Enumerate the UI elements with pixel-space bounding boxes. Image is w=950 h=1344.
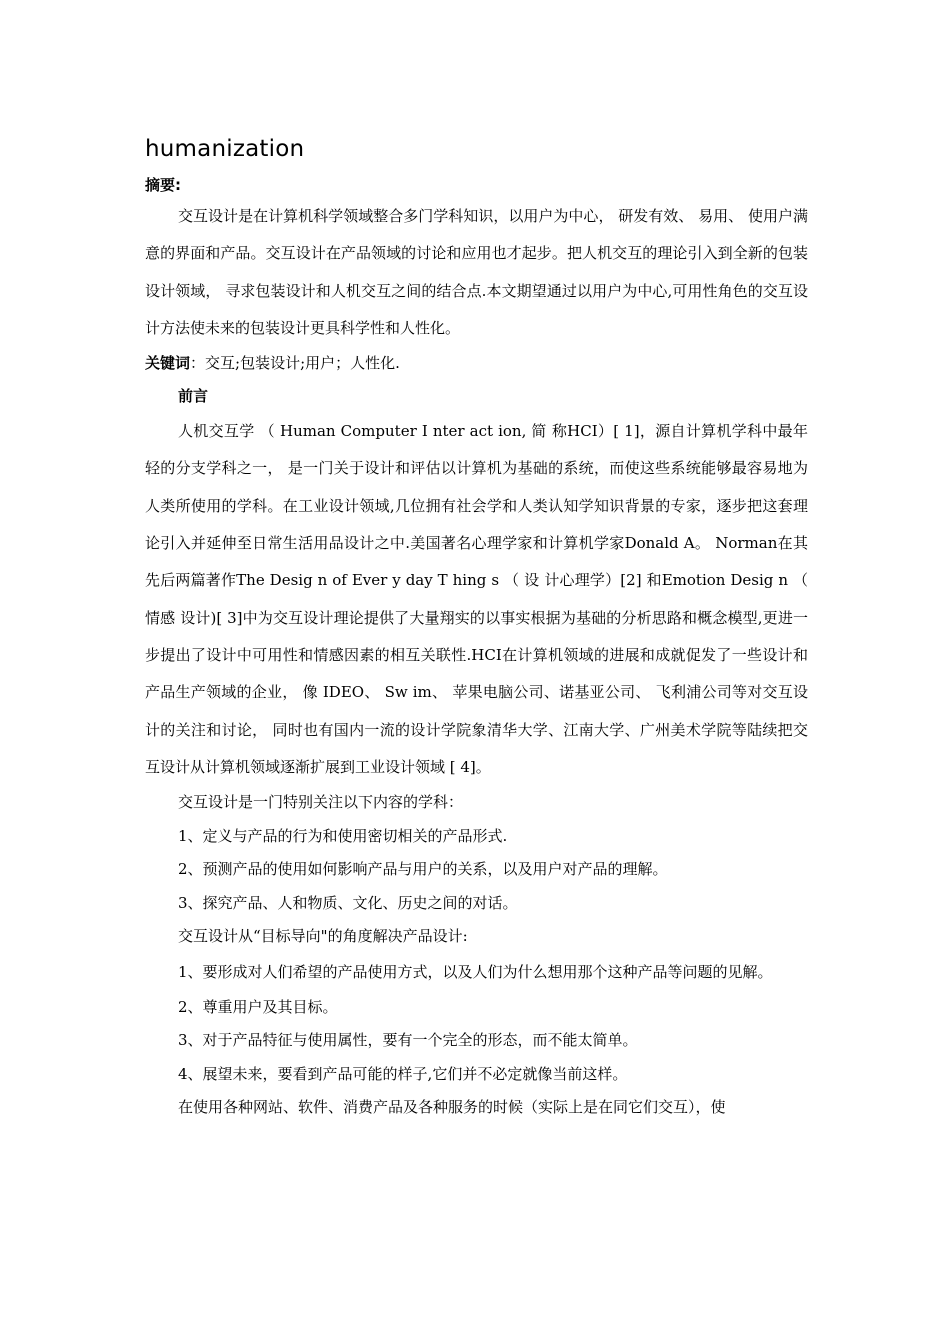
focus-item-3: 3、探究产品、人和物质、文化、历史之间的对话。 <box>178 893 518 912</box>
abstract-label: 摘要: <box>145 176 181 194</box>
keywords-label: 关键词 <box>145 354 191 373</box>
preface-heading: 前言 <box>178 387 209 406</box>
keywords-line <box>145 347 808 380</box>
document-title: humanization <box>145 136 305 162</box>
closing-paragraph: 在使用各种网站、软件、消费产品及各种服务的时候（实际上是在同它们交互），使 <box>178 1098 726 1117</box>
goal-item-2: 2、尊重用户及其目标。 <box>178 997 338 1016</box>
preface-paragraph: 人机交互学 （ Human Computer I nter act ion, 简 称HCI）[ 1]，源自计算机学科中最年轻的分支学科之一， 是一门关于设计和评估以计算机为基础的系统，而使这些系统能够最容易地为人类所使用的学科。在工业设计领域,几位拥有社会学和人类认知学知识背景的专家，逐步把这套理论引入并延伸至日常生活用品设计之中.美国著名心理学家和计算机学家Donald A。 Norman在其先后两篇著作The Desig n of Ever y day T hing s （ 设 计心理学）[2] 和Emotion Desig n （ 情感 设计)[ 3]中为交互设计理论提供了大量翔实的以事实根据为基础的分析思路和概念模型,更进一步提出了设计中可用性和情感因素的相互关联性.HCI在计算机领域的进展和成就促发了一些设计和产品生产领域的企业， 像 IDEO、 Sw im、 苹果电脑公司、诺基亚公司、 飞利浦公司等对交互设计的关注和讨论， 同时也有国内一流的设计学院象清华大学、江南大学、广州美术学院等陆续把交互设计从计算机领域逐渐扩展到工业设计领域 [ 4]。 <box>145 422 808 776</box>
keywords-text: ：交互;包装设计;用户；人性化. <box>190 354 400 373</box>
focus-intro: 交互设计是一门特别关注以下内容的学科： <box>178 793 464 812</box>
focus-item-1: 1、定义与产品的行为和使用密切相关的产品形式. <box>178 826 508 845</box>
goal-item-4: 4、展望未来，要看到产品可能的样子,它们并不必定就像当前这样。 <box>178 1064 628 1083</box>
goal-item-3: 3、对于产品特征与使用属性，要有一个完全的形态，而不能太简单。 <box>178 1031 638 1050</box>
focus-item-2: 2、预测产品的使用如何影响产品与用户的关系，以及用户对产品的理解。 <box>178 860 668 879</box>
abstract-paragraph: 交互设计是在计算机科学领域整合多门学科知识，以用户为中心， 研发有效、 易用、 使用户满意的界面和产品。交互设计在产品领域的讨论和应用也才起步。把人机交互的理论引入到全新的包装设计领域， 寻求包装设计和人机交互之间的结合点.本文期望通过以用户为中心,可用性角色的交互设计方法使未来的包装设计更具科学性和人性化。 <box>145 207 808 337</box>
document-page <box>145 132 808 1125</box>
goal-item-1: 1、要形成对人们希望的产品使用方式，以及人们为什么想用那个这种产品等问题的见解。 <box>178 962 773 981</box>
goal-intro: 交互设计从“目标导向"的角度解决产品设计: <box>178 927 468 946</box>
